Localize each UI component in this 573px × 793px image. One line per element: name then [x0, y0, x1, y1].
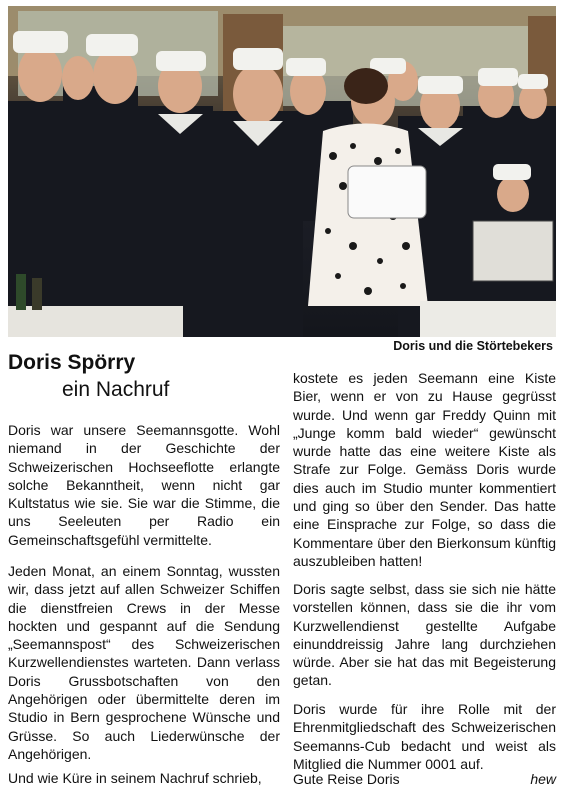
article-title: Doris Spörry: [8, 351, 136, 374]
sign-off: [293, 770, 556, 788]
photo-caption: Doris und die Störtebekers: [393, 339, 553, 353]
paragraph: Und wie Küre in seinem Nachruf schrieb,: [8, 770, 262, 786]
article-subtitle: ein Nachruf: [62, 378, 170, 401]
paragraph: Doris sagte selbst, dass sie sich nie hätte vorstellen können, dass sie die ihr vom Kurzwellendienst gestellte Aufgabe einunddreissig Jahre lang durchziehen würde. Aber sie hat das mit Begeisterung getan.: [293, 581, 556, 689]
group-photo: [8, 6, 556, 337]
closing-line: Gute Reise Doris: [293, 771, 400, 787]
group-photo-illustration: [8, 6, 556, 337]
paragraph: Doris war unsere Seemannsgotte. Wohl niemand in der Geschichte der Schweizerischen Hochseeflotte erlangte solche Bekanntheit, wenn nicht gar Kultstatus wie sie. Sie war die Stimme, die uns Seeleuten per Radio ein Gemeinschaftsgefühl vermittelte.: [8, 422, 280, 548]
paragraph: Doris wurde für ihre Rolle mit der Ehrenmitgliedschaft des Schweizerischen Seemanns-Cub bedacht und weist als Mitglied die Nummer 0001 auf.: [293, 701, 556, 772]
paragraph: Jeden Monat, an einem Sonntag, wussten wir, dass jetzt auf allen Schweizer Schiffen die dienstfreien Crews in der Messe hockten und gespannt auf die Sendung „Seemannspost“ des Schweizerischen Kurzwellendienstes warteten. Dann verlass Doris Grussbotschaften von den Angehörigen oder übermittelte deren im Studio in Bern gesprochene Wünsche und Grüsse. So auch Liederwünsche der Angehörigen.: [8, 563, 280, 762]
author-initials: hew: [530, 771, 556, 787]
paragraph: kostete es jeden Seemann eine Kiste Bier, wenn er von zu Hause gegrüsst wurde. Und wenn gar Freddy Quinn mit „Junge komm bald wieder“ gewünscht wurde hatte das eine weitere Kiste als Strafe zur Folge. Gemäss Doris wurde dies auch im Studio munter kommentiert und ging so über den Sender. Das hatte eine Einsprache zur Folge, so dass die Kommentare über den Bierkonsum künftig auszubleiben hatten!: [293, 370, 556, 569]
